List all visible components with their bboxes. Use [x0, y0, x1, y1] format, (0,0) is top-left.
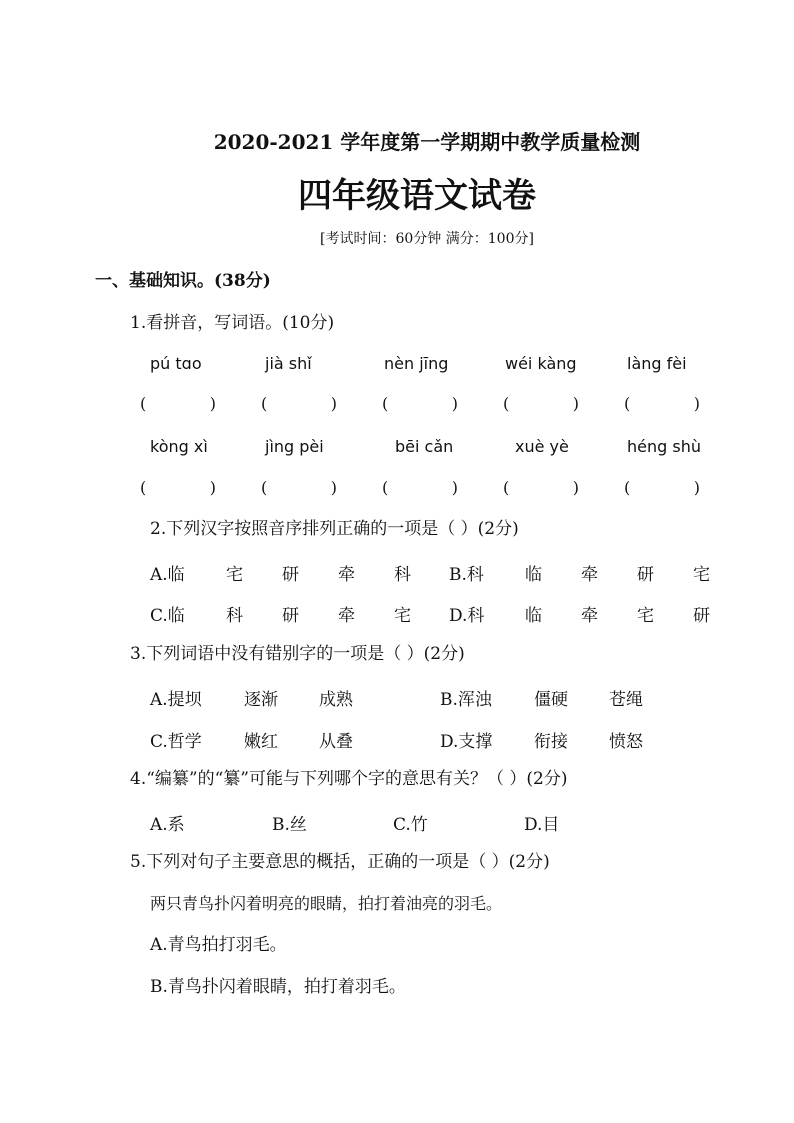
option-word: 从叠	[319, 732, 353, 752]
option-char: C.临	[150, 606, 185, 626]
option-char: 牵	[581, 565, 598, 585]
question-3-options-cd	[0, 727, 794, 752]
blank-open: (	[382, 478, 389, 497]
blank-open: (	[503, 394, 510, 413]
option-char: 研	[637, 565, 654, 585]
option-word: 愤怒	[609, 732, 643, 752]
answer-blank[interactable]	[624, 394, 700, 413]
option-char: 牵	[338, 565, 355, 585]
option-char: 宅	[394, 606, 411, 626]
option-char: 科	[394, 565, 411, 585]
question-5-option-b: B.青鸟扑闪着眼睛，拍打着羽毛。	[150, 977, 406, 997]
option-char: A.临	[150, 565, 185, 585]
answer-blank[interactable]	[503, 478, 579, 497]
blank-open: (	[140, 478, 147, 497]
answer-blank[interactable]	[503, 394, 579, 413]
option: C.竹	[393, 815, 428, 835]
answer-blank[interactable]	[382, 478, 458, 497]
question-3-prompt: 3.下列词语中没有错别字的一项是（ ）(2分)	[130, 644, 465, 664]
option-char: 牵	[338, 606, 355, 626]
option-word: A.提坝	[150, 690, 202, 710]
blank-open: (	[382, 394, 389, 413]
section-heading: 一、基础知识。(38分)	[95, 271, 271, 291]
blank-close: )	[451, 394, 458, 413]
answer-blank[interactable]	[382, 394, 458, 413]
pinyin: kòng xì	[150, 437, 208, 456]
option-char: 宅	[226, 565, 243, 585]
blank-close: )	[572, 478, 579, 497]
option-word: D.支撑	[440, 732, 493, 752]
question-4-prompt: 4.“编纂”的“纂”可能与下列哪个字的意思有关？（ ）(2分)	[130, 769, 568, 789]
blank-close: )	[572, 394, 579, 413]
option-char: 宅	[693, 565, 710, 585]
question-5-sentence: 两只青鸟扑闪着明亮的眼睛，拍打着油亮的羽毛。	[150, 894, 503, 913]
question-4-options	[0, 810, 794, 835]
option-char: D.科	[449, 606, 485, 626]
option-word: 逐渐	[244, 690, 278, 710]
answer-blank[interactable]	[140, 394, 216, 413]
question-5-option-a: A.青鸟拍打羽毛。	[150, 935, 287, 955]
question-3-options-ab	[0, 685, 794, 710]
option: D.目	[524, 815, 560, 835]
question-2-prompt: 2.下列汉字按照音序排列正确的一项是（ ）(2分)	[150, 519, 519, 539]
option-word: 僵硬	[534, 690, 568, 710]
blank-open: (	[624, 478, 631, 497]
exam-title: 四年级语文试卷	[298, 176, 536, 216]
option-char: 研	[693, 606, 710, 626]
option-char: 临	[525, 565, 542, 585]
blank-close: )	[330, 478, 337, 497]
option-char: 临	[525, 606, 542, 626]
pinyin: xuè yè	[515, 437, 569, 456]
option-word: C.哲学	[150, 732, 202, 752]
blank-close: )	[209, 478, 216, 497]
answer-blank[interactable]	[261, 478, 337, 497]
option-char: 牵	[581, 606, 598, 626]
option-char: B.科	[449, 565, 484, 585]
blank-open: (	[503, 478, 510, 497]
option-char: 宅	[637, 606, 654, 626]
question-2-options-ab	[0, 560, 794, 585]
option-char: 研	[282, 565, 299, 585]
pinyin: nèn jīng	[384, 354, 449, 373]
option-char: 研	[282, 606, 299, 626]
option-word: B.浑浊	[440, 690, 492, 710]
option-word: 衔接	[534, 732, 568, 752]
option-word: 成熟	[319, 690, 353, 710]
exam-info: [考试时间：60分钟 满分：100分]	[320, 231, 534, 247]
pinyin: bēi cǎn	[395, 437, 454, 456]
blank-close: )	[330, 394, 337, 413]
blank-open: (	[624, 394, 631, 413]
blank-open: (	[140, 394, 147, 413]
blank-close: )	[451, 478, 458, 497]
blank-close: )	[209, 394, 216, 413]
exam-subtitle: 2020-2021 学年度第一学期期中教学质量检测	[213, 130, 641, 154]
question-5-prompt: 5.下列对句子主要意思的概括，正确的一项是（ ）(2分)	[130, 852, 550, 872]
option: B.丝	[272, 815, 307, 835]
pinyin: héng shù	[627, 437, 701, 456]
blank-open: (	[261, 394, 268, 413]
pinyin: jià shǐ	[265, 354, 312, 373]
pinyin: jìng pèi	[265, 437, 324, 456]
option-char: 科	[226, 606, 243, 626]
answer-blank[interactable]	[624, 478, 700, 497]
pinyin: làng fèi	[627, 354, 687, 373]
question-2-options-cd	[0, 601, 794, 626]
option-word: 嫩红	[244, 732, 278, 752]
blank-close: )	[693, 394, 700, 413]
blank-open: (	[261, 478, 268, 497]
option-word: 苍绳	[609, 690, 643, 710]
answer-blank[interactable]	[261, 394, 337, 413]
option: A.系	[150, 815, 185, 835]
question-1-prompt: 1.看拼音，写词语。(10分)	[130, 313, 335, 333]
answer-blank[interactable]	[140, 478, 216, 497]
pinyin: wéi kàng	[505, 354, 577, 373]
blank-close: )	[693, 478, 700, 497]
pinyin: pú tɑo	[150, 354, 202, 373]
